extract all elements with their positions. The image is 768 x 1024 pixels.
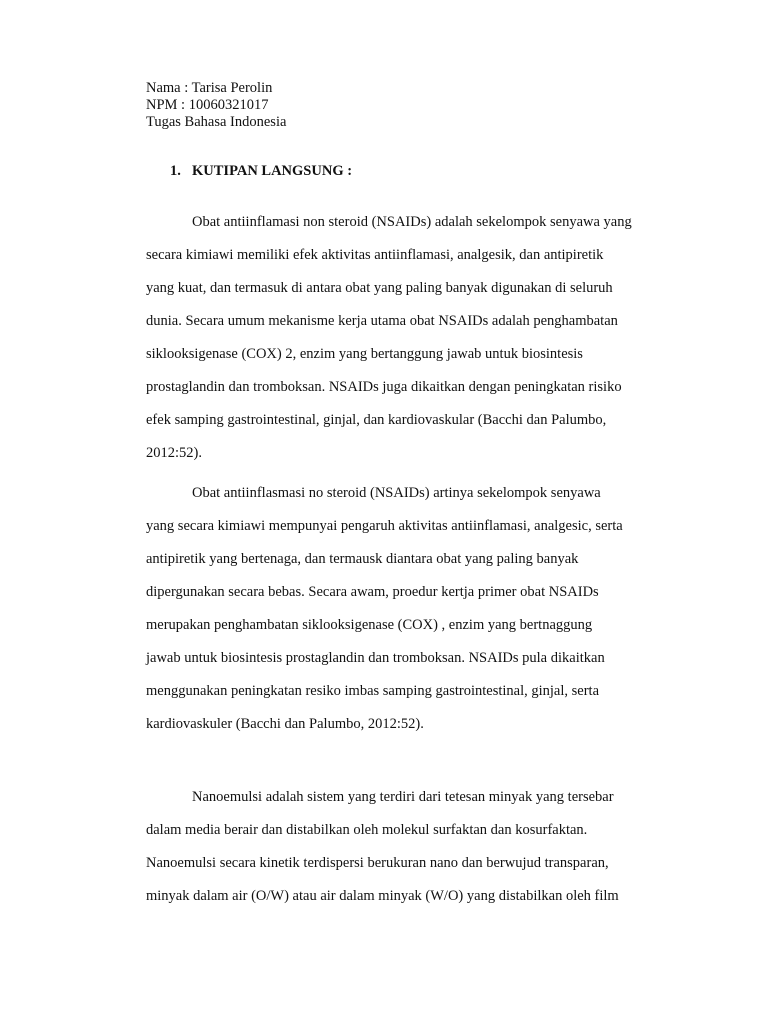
paragraph-line: prostaglandin dan tromboksan. NSAIDs juga dikaitkan dengan peningkatan risiko xyxy=(146,379,622,395)
section-number: 1. xyxy=(170,163,181,179)
paragraph-line: dalam media berair dan distabilkan oleh molekul surfaktan dan kosurfaktan. xyxy=(146,822,588,838)
section-title: KUTIPAN LANGSUNG : xyxy=(192,163,353,179)
paragraph-line: menggunakan peningkatan resiko imbas samping gastrointestinal, ginjal, serta xyxy=(146,683,600,699)
course-title: Tugas Bahasa Indonesia xyxy=(146,114,287,130)
paragraph-line: merupakan penghambatan siklooksigenase (COX) , enzim yang bertnaggung xyxy=(146,617,593,633)
section-heading xyxy=(170,163,352,180)
paragraph-line: jawab untuk biosintesis prostaglandin dan tromboksan. NSAIDs pula dikaitkan xyxy=(146,650,605,666)
paragraph-line: efek samping gastrointestinal, ginjal, dan kardiovaskular (Bacchi dan Palumbo, xyxy=(146,412,607,428)
student-npm: NPM : 10060321017 xyxy=(146,97,269,113)
paragraph-line: minyak dalam air (O/W) atau air dalam minyak (W/O) yang distabilkan oleh film xyxy=(146,888,619,904)
paragraph-line: dipergunakan secara bebas. Secara awam, proedur kertja primer obat NSAIDs xyxy=(146,584,599,600)
paragraph-line: yang secara kimiawi mempunyai pengaruh aktivitas antiinflamasi, analgesic, serta xyxy=(146,518,623,534)
paragraph-line: Obat antiinflamasi non steroid (NSAIDs) adalah sekelompok senyawa yang xyxy=(192,214,632,230)
paragraph-line: Nanoemulsi secara kinetik terdispersi berukuran nano dan berwujud transparan, xyxy=(146,855,609,871)
paragraph-line: antipiretik yang bertenaga, dan termausk diantara obat yang paling banyak xyxy=(146,551,579,567)
student-header xyxy=(146,80,286,131)
paragraph-line: siklooksigenase (COX) 2, enzim yang bertanggung jawab untuk biosintesis xyxy=(146,346,583,362)
student-name: Nama : Tarisa Perolin xyxy=(146,80,273,96)
paragraph-line: dunia. Secara umum mekanisme kerja utama obat NSAIDs adalah penghambatan xyxy=(146,313,618,329)
paragraph-line: yang kuat, dan termasuk di antara obat yang paling banyak digunakan di seluruh xyxy=(146,280,613,296)
paragraph-line: 2012:52). xyxy=(146,445,202,461)
paragraph-line: Obat antiinflasmasi no steroid (NSAIDs) artinya sekelompok senyawa xyxy=(192,485,601,501)
paragraph-line: Nanoemulsi adalah sistem yang terdiri dari tetesan minyak yang tersebar xyxy=(192,789,614,805)
paragraph-line: secara kimiawi memiliki efek aktivitas antiinflamasi, analgesik, dan antipiretik xyxy=(146,247,604,263)
paragraph-line: kardiovaskuler (Bacchi dan Palumbo, 2012:52). xyxy=(146,716,424,732)
